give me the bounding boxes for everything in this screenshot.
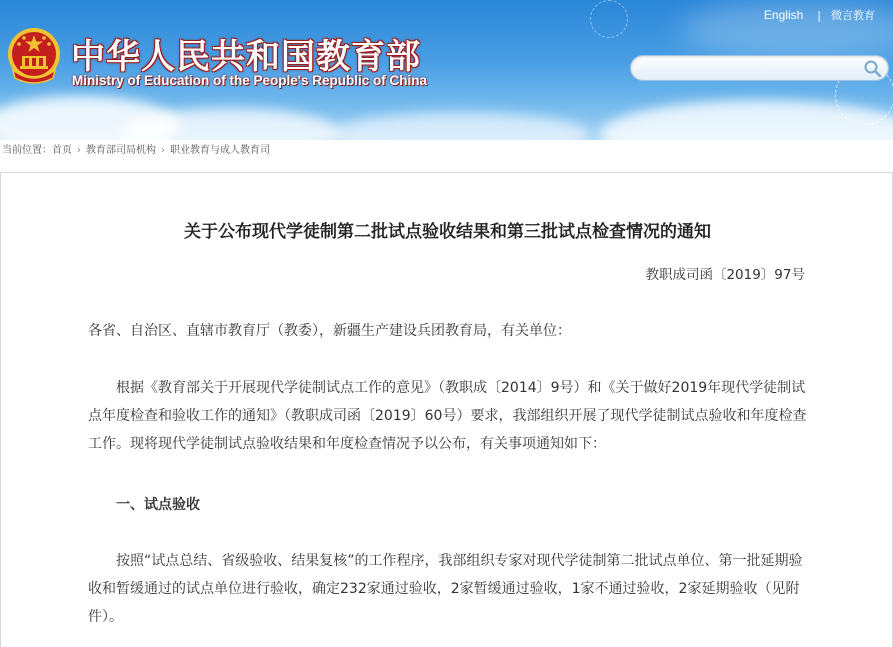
article-greeting: 各省、自治区、直辖市教育厅（教委），新疆生产建设兵团教育局，有关单位： bbox=[88, 323, 571, 339]
document-number: 教职成司函〔2019〕97号 bbox=[645, 267, 805, 283]
site-title-en: Ministry of Education of the People's Republic of China bbox=[72, 73, 427, 88]
dandelion-decoration bbox=[590, 0, 628, 38]
site-title-cn[interactable]: 中华人民共和国教育部 bbox=[71, 37, 421, 77]
breadcrumb-departments[interactable]: 教育部司局机构 bbox=[86, 145, 156, 156]
weibo-link[interactable]: 微言教育 bbox=[831, 9, 875, 22]
header-cloud bbox=[330, 112, 590, 140]
article-title: 关于公布现代学徒制第二批试点验收结果和第三批试点检查情况的通知 bbox=[184, 222, 711, 242]
link-separator: | bbox=[817, 9, 821, 22]
breadcrumb bbox=[0, 140, 893, 162]
breadcrumb-home[interactable]: 首页 bbox=[52, 145, 72, 156]
national-emblem-icon[interactable] bbox=[5, 26, 63, 86]
breadcrumb-prefix: 当前位置： bbox=[2, 145, 52, 156]
search-icon[interactable] bbox=[863, 59, 882, 78]
english-link[interactable]: English bbox=[763, 8, 804, 22]
article-paragraph: 按照“试点总结、省级验收、结果复核”的工作程序，我部组织专家对现代学徒制第二批试点单位、第一批延期验收和暂缓通过的试点单位进行验收，确定232家通过验收，2家暂缓通过验收，1家不通过验收，2家延期验收（见附件）。 bbox=[88, 553, 803, 625]
section-heading: 一、试点验收 bbox=[116, 497, 200, 513]
article-container bbox=[0, 172, 893, 647]
search-box bbox=[630, 55, 889, 81]
breadcrumb-arrow-icon: › bbox=[161, 145, 165, 156]
article-paragraph: 根据《教育部关于开展现代学徒制试点工作的意见》（教职成〔2014〕9号）和《关于做好2019年现代学徒制试点年度检查和验收工作的通知》（教职成司函〔2019〕60号）要求，我部组织开展了现代学徒制试点验收和年度检查工作。现将现代学徒制试点验收结果和年度检查情况予以公布，有关事项通知如下： bbox=[88, 380, 807, 452]
site-header bbox=[0, 0, 893, 140]
search-input[interactable] bbox=[643, 60, 853, 77]
breadcrumb-vocational-dept[interactable]: 职业教育与成人教育司 bbox=[170, 145, 270, 156]
breadcrumb-arrow-icon: › bbox=[77, 145, 81, 156]
top-links bbox=[764, 7, 875, 23]
